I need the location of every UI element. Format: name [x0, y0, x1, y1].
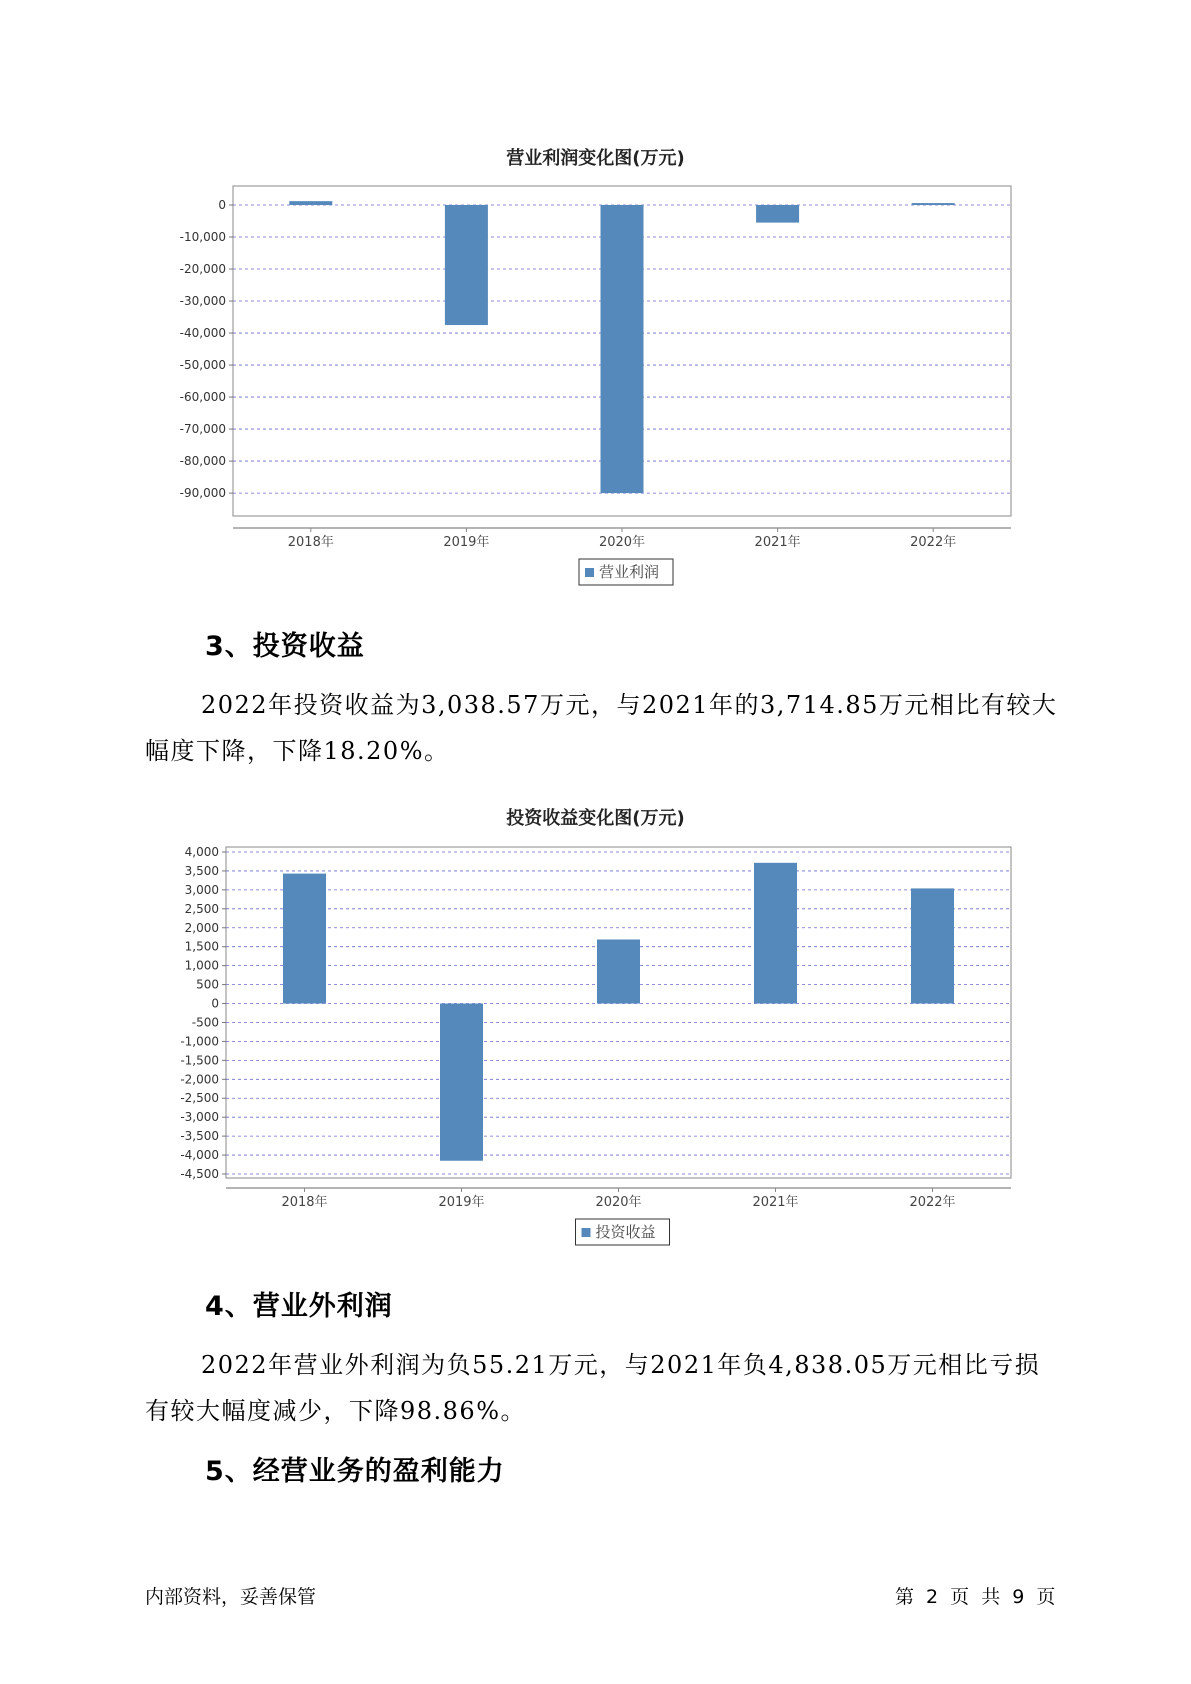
- y-tick-label: -2,500: [180, 1091, 219, 1106]
- footer-confidential: 内部资料，妥善保管: [145, 1586, 317, 1608]
- y-tick-label: 3,500: [184, 863, 219, 878]
- bar: [756, 205, 799, 223]
- x-tick-label: 2021年: [754, 535, 801, 550]
- section-heading-non-operating: 4、营业外利润: [205, 1291, 393, 1322]
- bar: [911, 888, 954, 1003]
- section-heading-investment: 3、投资收益: [205, 631, 365, 662]
- legend-label: 投资收益: [595, 1223, 656, 1241]
- y-tick-label: -40,000: [179, 326, 226, 341]
- y-tick-label: -90,000: [179, 486, 226, 501]
- y-tick-label: -70,000: [179, 422, 226, 437]
- y-tick-label: -4,500: [180, 1167, 219, 1181]
- y-tick-label: -50,000: [179, 358, 226, 373]
- legend-label: 营业利润: [599, 563, 660, 581]
- y-tick-label: -2,000: [180, 1072, 219, 1087]
- paragraph-non-operating: 2022年营业外利润为负55.21万元，与2021年负4,838.05万元相比亏损有较大幅度减少，下降98.86%。: [145, 1351, 1041, 1425]
- x-tick-label: 2019年: [443, 535, 490, 550]
- y-tick-label: -20,000: [179, 262, 226, 277]
- footer-page-number: 第 2 页 共 9 页: [895, 1586, 1056, 1608]
- y-tick-label: -1,500: [180, 1053, 219, 1068]
- x-tick-label: 2022年: [909, 1195, 956, 1210]
- bar: [283, 874, 326, 1004]
- y-tick-label: -10,000: [179, 230, 226, 245]
- y-tick-label: -30,000: [179, 294, 226, 309]
- bar: [597, 940, 640, 1004]
- x-tick-label: 2020年: [595, 1195, 642, 1210]
- x-tick-label: 2018年: [281, 1195, 328, 1210]
- x-tick-label: 2018年: [287, 535, 334, 550]
- x-tick-label: 2021年: [752, 1195, 799, 1210]
- bar: [440, 1004, 483, 1161]
- y-tick-label: 500: [196, 977, 219, 992]
- y-tick-label: 0: [218, 198, 226, 212]
- y-tick-label: -60,000: [179, 390, 226, 405]
- y-tick-label: -500: [191, 1015, 219, 1030]
- y-tick-label: 2,000: [184, 920, 219, 935]
- operating-profit-chart: [0, 0, 1191, 600]
- paragraph-investment: 2022年投资收益为3,038.57万元，与2021年的3,714.85万元相比有较大幅度下降，下降18.20%。: [145, 691, 1058, 765]
- y-tick-label: 0: [211, 996, 219, 1011]
- section-heading-profitability: 5、经营业务的盈利能力: [205, 1456, 505, 1487]
- y-tick-label: -80,000: [179, 454, 226, 469]
- investment-income-chart: [0, 830, 1191, 1280]
- bar: [289, 201, 332, 205]
- legend: [579, 559, 673, 585]
- chart2-title: 投资收益变化图(万元): [506, 808, 685, 829]
- bar: [912, 203, 955, 205]
- plot-area: [226, 847, 1011, 1178]
- legend-swatch: [585, 568, 594, 577]
- chart1-title: 营业利润变化图(万元): [506, 148, 685, 169]
- y-tick-label: -4,000: [180, 1148, 219, 1163]
- x-tick-label: 2019年: [438, 1195, 485, 1210]
- y-tick-label: 2,500: [184, 901, 219, 916]
- bar: [754, 863, 797, 1004]
- y-tick-label: -3,500: [180, 1129, 219, 1144]
- x-tick-label: 2022年: [910, 535, 957, 550]
- bar: [601, 205, 644, 493]
- y-tick-label: 3,000: [184, 882, 219, 897]
- legend-swatch: [582, 1228, 591, 1237]
- y-tick-label: 1,000: [184, 958, 219, 973]
- bar: [445, 205, 488, 325]
- x-tick-label: 2020年: [598, 535, 646, 550]
- y-tick-label: 4,000: [184, 845, 219, 859]
- y-tick-label: -1,000: [180, 1034, 219, 1049]
- y-tick-label: -3,000: [180, 1110, 219, 1125]
- legend: [576, 1219, 670, 1245]
- y-tick-label: 1,500: [184, 939, 219, 954]
